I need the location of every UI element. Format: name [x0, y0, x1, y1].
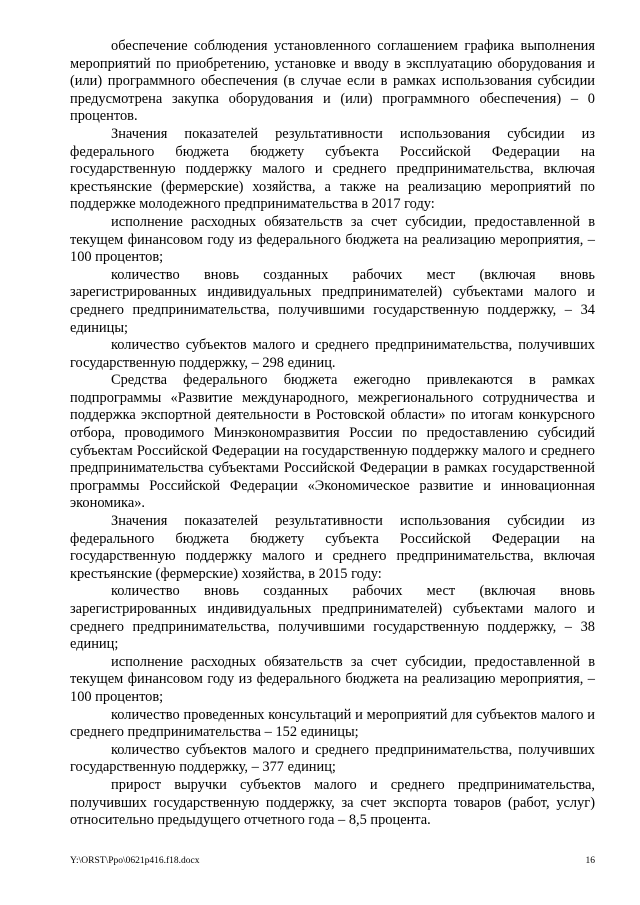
- document-body: [70, 38, 595, 830]
- paragraph-expenditure-execution-2017: исполнение расходных обязательств за счет субсидии, предоставленной в текущем финансовом году из федерального бюджета на реализацию мероприятия, – 100 процентов;: [70, 213, 595, 266]
- paragraph-new-jobs-2017: количество вновь созданных рабочих мест (включая вновь зарегистрированных индивидуальных предпринимателей) субъектами малого и среднего предпринимательства, получившими государственную поддержку, – 34 единицы;: [70, 266, 595, 336]
- paragraph-federal-funds: Средства федерального бюджета ежегодно привлекаются в рамках подпрограммы «Развитие международного, межрегионального сотрудничества и поддержка экспортной деятельности в Ростовской области» по итогам конкурсного отбора, проводимого Минэкономразвития России по предоставлению субсидий субъектам Российской Федерации на государственную поддержку малого и среднего предпринимательства субъектами Российской Федерации в рамках государственной программы Российской Федерации «Экономическое развитие и инновационная экономика».: [70, 372, 595, 512]
- paragraph-expenditure-execution-2015: исполнение расходных обязательств за счет субсидии, предоставленной в текущем финансовом году из федерального бюджета на реализацию мероприятия, – 100 процентов;: [70, 653, 595, 705]
- paragraph-indicators-2017-intro: Значения показателей результативности использования субсидии из федерального бюджета бюджету субъекта Российской Федерации на государственную поддержку малого и среднего предпринимательства, включая крестьянские (фермерские) хозяйства, а также на реализацию мероприятий по поддержке молодежного предпринимательства в 2017 году:: [70, 125, 595, 213]
- footer-page-number: 16: [585, 856, 595, 866]
- paragraph-supported-entities-2017: количество субъектов малого и среднего предпринимательства, получивших государственную поддержку, – 298 единиц.: [70, 337, 595, 371]
- paragraph-consultations-2015: количество проведенных консультаций и мероприятий для субъектов малого и среднего предпринимательства – 152 единицы;: [70, 706, 595, 741]
- paragraph-equipment-schedule: обеспечение соблюдения установленного соглашением графика выполнения мероприятий по приобретению, установке и вводу в эксплуатацию оборудования и (или) программного обеспечения (в случае если в рамках использования субсидии предусмотрена закупка оборудования и (или) программного обеспечения) – 0 процентов.: [70, 38, 595, 125]
- paragraph-export-revenue-growth: прирост выручки субъектов малого и среднего предпринимательства, получивших государственную поддержку, за счет экспорта товаров (работ, услуг) относительно предыдущего отчетного года – 8,5 процента.: [70, 776, 595, 829]
- footer-file-path: Y:\ORST\Ppo\0621p416.f18.docx: [70, 856, 200, 866]
- paragraph-supported-entities-2015: количество субъектов малого и среднего предпринимательства, получивших государственную поддержку, – 377 единиц;: [70, 741, 595, 776]
- paragraph-indicators-2015-intro: Значения показателей результативности использования субсидии из федерального бюджета бюджету субъекта Российской Федерации на государственную поддержку малого и среднего предпринимательства, включая крестьянские (фермерские) хозяйства, в 2015 году:: [70, 513, 595, 582]
- paragraph-new-jobs-2015: количество вновь созданных рабочих мест (включая вновь зарегистрированных индивидуальных предпринимателей) субъектами малого и среднего предпринимательства, получившими государственную поддержку, – 38 единиц;: [70, 583, 595, 653]
